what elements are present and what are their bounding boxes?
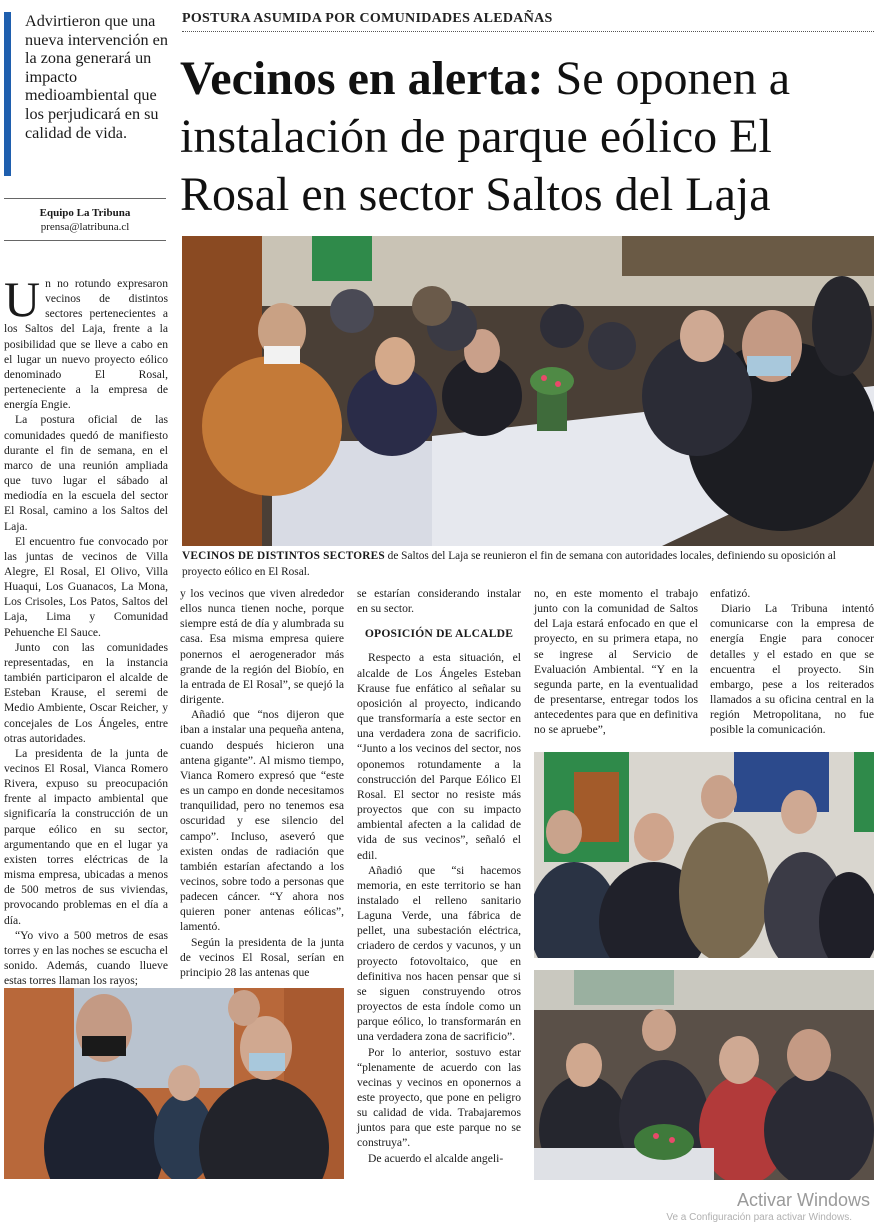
pull-quote <box>4 12 166 177</box>
article-paragraph: La presidenta de la junta de vecinos El Rosal, Vianca Romero Rivera, expuso su preocupación frente al impacto ambiental que significaría la construcción de un parque eólico en su sector, argumentando que en el lugar ya existen torres eléctricas de la misma empresa, ubicadas a menos de 500 metros de sus viviendas, provocando problemas en el día a día. <box>4 746 168 927</box>
byline-author: Equipo La Tribuna <box>39 207 131 219</box>
photo-vecinos-reunion-illustration <box>534 752 874 958</box>
article-paragraph: Según la presidenta de la junta de vecinos El Rosal, serían en principio 28 las antenas que <box>180 935 344 979</box>
article-paragraph: De acuerdo el alcalde angeli- <box>368 1151 504 1165</box>
article-paragraph: enfatizó. <box>710 587 751 600</box>
kicker-dotted-rule <box>182 31 874 32</box>
byline-divider-bottom <box>4 240 166 241</box>
photo-asistentes-illustration <box>534 970 874 1180</box>
article-column-5 <box>710 586 874 738</box>
article-paragraph: no, en este momento el trabajo junto con la comunidad de Saltos del Laja estará enfocado en que el proyecto, en su primera etapa, no se ingrese al Servicio de Evaluación Ambiental. “Y en la segunda parte, en la eventualidad de presentarse, entregar todos los antecedentes para que en definitiva no se apruebe”, <box>534 587 698 737</box>
article-paragraph: Junto con las comunidades representadas, en la instancia también participaron el alcalde de Esteban Krause, el seremi de Medio Ambiente, Oscar Reicher, y concejales de Los Ángeles, entre otras autoridades. <box>4 640 168 745</box>
kicker: POSTURA ASUMIDA POR COMUNIDADES ALEDAÑAS <box>182 11 553 26</box>
byline-email: prensa@latribuna.cl <box>40 221 130 233</box>
caption-bold: VECINOS DE DISTINTOS SECTORES <box>182 550 385 562</box>
main-photo-caption <box>182 548 874 580</box>
article-paragraph: “Yo vivo a 500 metros de esas torres y en las noches se escucha el sonido. Además, cuando llueve estas torres llaman los rayos; <box>4 928 168 988</box>
drop-cap: U <box>4 271 41 327</box>
article-column-2 <box>180 586 344 980</box>
photo-asistentes <box>534 970 874 1180</box>
photo-vecinos-reunion <box>534 752 874 958</box>
byline-divider-top <box>4 198 166 199</box>
article-paragraph: Por lo anterior, sostuvo estar “plenamente de acuerdo con las vecinas y vecinos en oponernos a este proyecto, que pone en peligro su calidad de vida. Trabajaremos juntos para que este parque no se construya”. <box>357 1045 521 1150</box>
main-photo-illustration <box>182 236 874 546</box>
article-column-3 <box>357 586 521 1166</box>
main-photo <box>182 236 874 546</box>
article-paragraph <box>4 271 168 412</box>
byline <box>4 206 166 234</box>
article-paragraph: y los vecinos que viven alrededor ellos nunca tienen noche, porque siempre está de día y alumbrada su casa. Esa misma empresa quiere ponernos el aerogenerador más grande de la región del Biobío, en la entrada de El Rosal”, se quejó la dirigente. <box>180 587 344 707</box>
article-column-4 <box>534 586 698 738</box>
windows-watermark-subtext: Ve a Configuración para activar Windows. <box>666 1212 852 1223</box>
article-paragraph: El encuentro fue convocado por las juntas de vecinos de Villa Alegre, El Rosal, El Olivo, Villa Huaqui, Los Guanacos, La Mona, Los Crisoles, Los Patos, Saltos del Laja, Lima y Comunidad Pehuenche El Sauce. <box>4 534 168 639</box>
caption-text: de Saltos del Laja se reunieron el fin de semana con autoridades locales, definiendo su oposición al proyecto eólico en El Rosal. <box>182 550 836 578</box>
section-subhead: OPOSICIÓN DE ALCALDE <box>364 627 514 641</box>
paragraph-text: n no rotundo expresaron vecinos de distintos sectores pertenecientes a los Saltos del Laja, frente a la posibilidad que se lleve a cabo en el lugar un nuevo proyecto eólico denominado El Rosal, perteneciente a la empresa de energía Engie. <box>4 277 168 412</box>
photo-vecinos-asistentes <box>4 988 344 1179</box>
article-paragraph: Añadió que “nos dijeron que iban a instalar una pequeña antena, cuando después hicieron una antena gigante”. Al mismo tiempo, Vianca Romero expresó que “este es un campo en donde necesitamos tranquilidad, pero no tenemos esa oscuridad y ese silencio del campo”. Incluso, aseveró que existen ondas de radiación que también estarían afectando a los vecinos, sobre todo a personas que padecen cáncer. “Y ahora nos quieren poner antenas eólicas”, lamentó. <box>180 708 344 934</box>
pull-quote-accent-bar <box>4 12 11 176</box>
headline <box>180 50 880 224</box>
article-column-1 <box>4 271 168 988</box>
article-paragraph: Diario La Tribuna intentó comunicarse con la empresa de energía Engie para conocer detalles y el estado en que se encuentra el proyecto. Sin embargo, pese a los reiterados llamados a su oficina central en la región Metropolitana, no fue posible la comunicación. <box>710 602 874 737</box>
headline-bold: Vecinos en alerta: <box>180 52 544 105</box>
photo-vecinos-asistentes-illustration <box>4 988 344 1179</box>
article-paragraph: La postura oficial de las comunidades quedó de manifiesto durante el fin de semana, en el marco de una reunión ampliada que tuvo lugar el sábado al mediodía en la escuela del sector El Rosal, camino a los Saltos del Laja. <box>4 413 168 533</box>
windows-watermark: Activar Windows <box>736 1190 870 1210</box>
pull-quote-text: Advirtieron que una nueva intervención en la zona generará un impacto medioambiental que los perjudicará en su calidad de vida. <box>25 12 168 142</box>
article-paragraph: se estarían considerando instalar en su sector. <box>357 587 521 616</box>
article-paragraph: Respecto a esta situación, el alcalde de Los Ángeles Esteban Krause fue enfático al señalar su oposición al proyecto, indicando que transformaría a este sector en una verdadera zona de sacrificio. “Junto a los vecinos del sector, nos oponemos rotundamente a la construcción del Parque Eólico El Rosal. El sector no resiste más proyectos que con su impacto ambiental afecten a la calidad de vida de sus vecinos”, señaló el edil. <box>357 651 521 862</box>
article-paragraph: Añadió que “si hacemos memoria, en este territorio se han instalado el relleno sanitario Laguna Verde, una fábrica de pellet, una subestación eléctrica, criadero de cerdos y vacunos, y un proyecto fotovoltaico, que en definitiva nos hacen pensar que si se siguen construyendo otros proyectos de esta índole como un parque eólico, lo transformarán en una verdadera zona de sacrificio”. <box>357 863 521 1044</box>
headline-rest: Se oponen a instalación de parque eólico El Rosal en sector Saltos del Laja <box>180 52 791 221</box>
